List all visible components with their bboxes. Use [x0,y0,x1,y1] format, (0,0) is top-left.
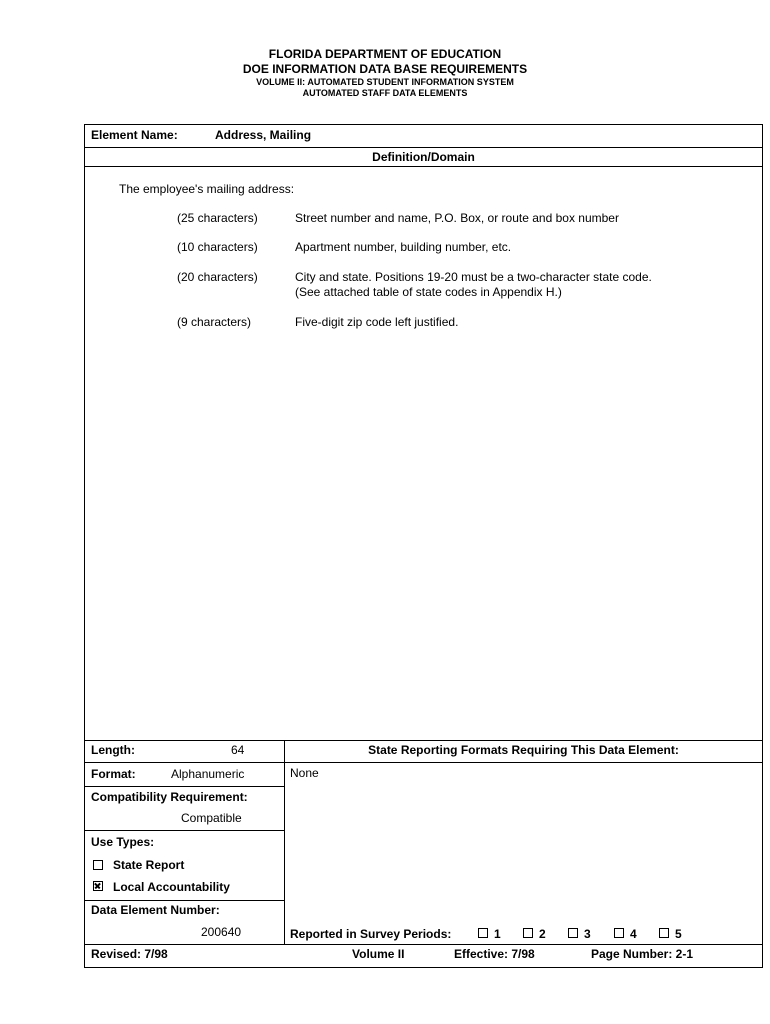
survey-period-1-label: 1 [494,927,501,941]
definition-size: (20 characters) [177,270,258,284]
definition-desc: Five-digit zip code left justified. [295,315,459,329]
element-name-label: Element Name: [91,128,178,142]
state-report-checkbox[interactable] [93,860,103,870]
survey-period-2-label: 2 [539,927,546,941]
header-line-4: AUTOMATED STAFF DATA ELEMENTS [302,88,468,98]
volume-label: Volume II [352,947,405,961]
format-value: Alphanumeric [171,767,245,781]
definition-desc: Apartment number, building number, etc. [295,240,512,254]
element-form [84,124,763,968]
compatibility-label: Compatibility Requirement: [91,790,248,804]
use-types-label: Use Types: [91,835,155,849]
definition-size: (9 characters) [177,315,252,329]
page-number: Page Number: 2-1 [591,947,694,961]
divider [85,762,284,763]
survey-period-3-checkbox[interactable] [568,928,578,938]
local-accountability-checkbox[interactable] [93,881,103,891]
survey-period-2-checkbox[interactable] [523,928,533,938]
definition-size: (10 characters) [177,240,258,254]
element-name-value: Address, Mailing [215,128,312,142]
length-label: Length: [91,743,135,757]
state-reporting-value: None [290,766,319,780]
divider [85,147,762,148]
column-divider [284,740,285,945]
data-element-number-value: 200640 [201,925,242,939]
definition-desc: City and state. Positions 19-20 must be a two-character state code. [295,270,652,284]
definition-size: (25 characters) [177,211,258,225]
survey-periods-label: Reported in Survey Periods: [290,927,452,941]
definition-desc: Street number and name, P.O. Box, or route and box number [295,211,619,225]
state-report-label: State Report [113,858,185,872]
definition-desc-continued: (See attached table of state codes in Appendix H.) [295,285,562,299]
local-accountability-label: Local Accountability [113,880,230,894]
survey-period-3-label: 3 [584,927,591,941]
state-reporting-title: State Reporting Formats Requiring This Data Element: [368,743,679,757]
header-line-3: VOLUME II: AUTOMATED STUDENT INFORMATION SYSTEM [256,77,514,87]
divider [284,762,762,763]
divider [85,830,284,831]
format-label: Format: [91,767,136,781]
divider [85,786,284,787]
revised-date: Revised: 7/98 [91,947,168,961]
length-value: 64 [231,743,245,757]
survey-period-1-checkbox[interactable] [478,928,488,938]
survey-period-4-label: 4 [630,927,637,941]
divider [85,166,762,167]
divider [85,740,762,741]
survey-period-4-checkbox[interactable] [614,928,624,938]
survey-period-5-label: 5 [675,927,682,941]
definition-title: Definition/Domain [372,150,475,164]
header-line-1: FLORIDA DEPARTMENT OF EDUCATION [268,47,502,61]
divider [85,900,284,901]
definition-intro: The employee's mailing address: [119,182,295,196]
divider [85,944,762,945]
effective-date: Effective: 7/98 [454,947,535,961]
survey-period-5-checkbox[interactable] [659,928,669,938]
compatibility-value: Compatible [181,811,242,825]
data-element-number-label: Data Element Number: [91,903,220,917]
header-line-2: DOE INFORMATION DATA BASE REQUIREMENTS [242,62,528,76]
